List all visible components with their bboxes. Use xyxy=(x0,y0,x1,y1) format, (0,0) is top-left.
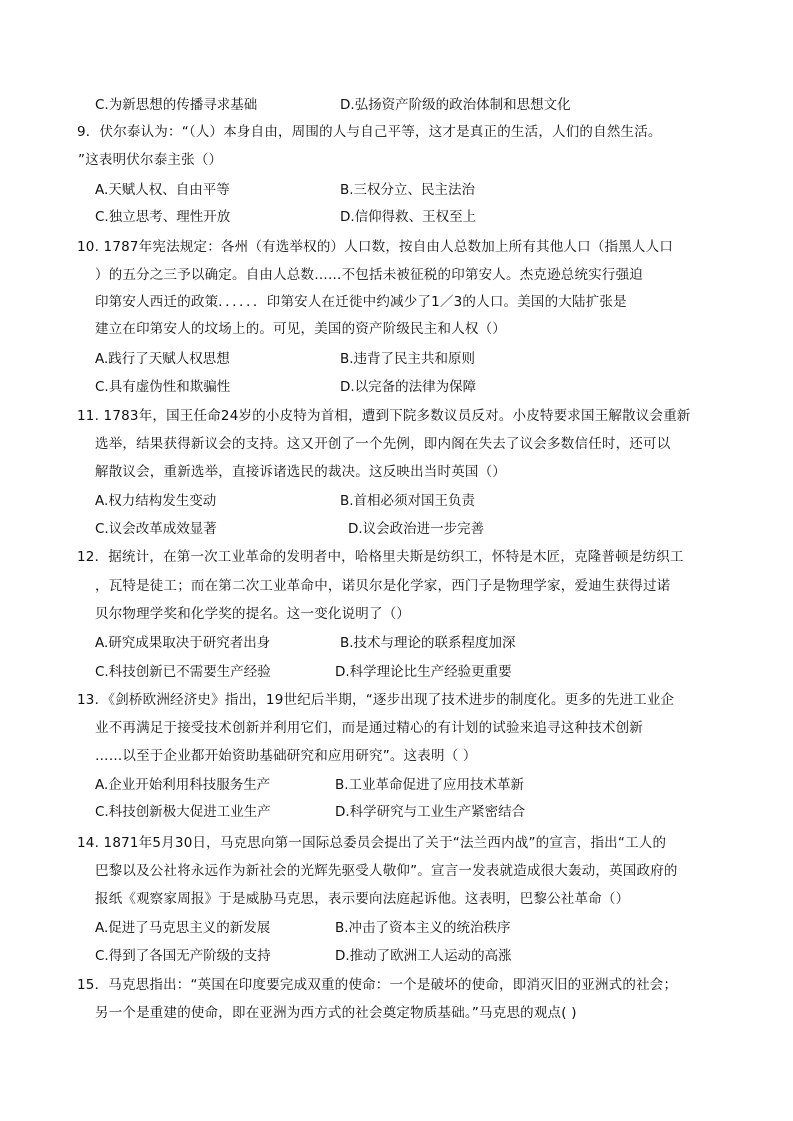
q10-option-b: B.违背了民主共和原则 xyxy=(340,351,476,367)
q11-stem-line-2: 选举，结果获得新议会的支持。这又开创了一个先例，即内阁在失去了议会多数信任时，还可以 xyxy=(95,436,671,452)
q12-option-c: C.科技创新已不需要生产经验 xyxy=(95,664,271,680)
q13-stem-line-2: 业不再满足于接受技术创新并利用它们，而是通过精心的有计划的试验来追寻这种技术创新 xyxy=(95,720,643,736)
q14-stem-line-3: 报纸《观察家周报》于是威胁马克思，表示要向法庭起诉他。这表明，巴黎公社革命（） xyxy=(95,891,630,907)
q13-stem-line-1: 13．《剑桥欧洲经济史》指出，19世纪后半期，“逐步出现了技术进步的制度化。更多的先进工业企 xyxy=(77,692,675,708)
q14-option-d: D.推动了欧洲工人运动的高涨 xyxy=(335,948,512,964)
q11-stem-line-1: 11. 1783年，国王任命24岁的小皮特为首相，遭到下院多数议员反对。小皮特要求国王解散议会重新 xyxy=(77,408,691,424)
q10-option-a: A.践行了天赋人权思想 xyxy=(95,351,230,367)
q12-option-a: A.研究成果取决于研究者出身 xyxy=(95,635,271,651)
q11-option-a: A.权力结构发生变动 xyxy=(95,493,217,509)
q9-stem-line-1: 9．伏尔泰认为：“（人）本身自由，周围的人与自己平等，这才是真正的生活，人们的自然生活。 xyxy=(77,124,662,140)
q11-option-c: C.议会改革成效显著 xyxy=(95,521,217,537)
q9-option-d: D.信仰得救、王权至上 xyxy=(340,209,477,225)
q13-option-a: A.企业开始利用科技服务生产 xyxy=(95,777,271,793)
q14-stem-line-2: 巴黎以及公社将永远作为新社会的光辉先驱受人敬仰”。宣言一发表就造成很大轰动，英国政府的 xyxy=(95,863,678,879)
q10-stem-line-3: 印第安人西迁的政策．．．．．．印第安人在迁徙中约减少了1／3的人口。美国的大陆扩张是 xyxy=(95,294,627,310)
q11-stem-line-3: 解散议会，重新选举，直接诉诸选民的裁决。这反映出当时英国（） xyxy=(95,464,506,480)
q10-stem-line-2: ）的五分之三予以确定。自由人总数……不包括未被征税的印第安人。杰克逊总统实行强迫 xyxy=(95,267,643,283)
q12-option-d: D.科学理论比生产经验更重要 xyxy=(335,664,512,680)
q10-stem-line-4: 建立在印第安人的坟场上的。可见，美国的资产阶级民主和人权（） xyxy=(95,321,506,337)
q13-option-c: C.科技创新极大促进工业生产 xyxy=(95,804,271,820)
q10-option-d: D.以完备的法律为保障 xyxy=(340,379,477,395)
q8-option-d: D.弘扬资产阶级的政治体制和思想文化 xyxy=(340,97,571,113)
q11-option-b: B.首相必须对国王负责 xyxy=(340,493,476,509)
q13-stem-line-3: ……以至于企业都开始资助基础研究和应用研究”。这表明（ ） xyxy=(95,748,477,764)
q12-stem-line-2: ，瓦特是徒工；而在第二次工业革命中，诺贝尔是化学家，西门子是物理学家，爱迪生获得过诺 xyxy=(95,578,671,594)
q15-stem-line-2: 另一个是重建的使命，即在亚洲为西方式的社会奠定物质基础。”马克思的观点( ) xyxy=(95,1005,577,1021)
q12-stem-line-1: 12．据统计，在第一次工业革命的发明者中，哈格里夫斯是纺织工，怀特是木匠，克隆普顿是纺织工 xyxy=(77,549,684,565)
q13-option-d: D.科学研究与工业生产紧密结合 xyxy=(335,804,526,820)
q10-stem-line-1: 10. 1787年宪法规定：各州（有选举权的）人口数，按自由人总数加上所有其他人口（指黑人人口 xyxy=(77,239,674,255)
q14-option-b: B.冲击了资本主义的统治秩序 xyxy=(335,920,511,936)
q14-option-c: C.得到了各国无产阶级的支持 xyxy=(95,948,271,964)
q9-option-c: C.独立思考、理性开放 xyxy=(95,209,231,225)
q13-option-b: B.工业革命促进了应用技术革新 xyxy=(335,777,525,793)
q11-option-d: D.议会政治进一步完善 xyxy=(348,521,485,537)
q14-stem-line-1: 14. 1871年5月30日，马克思向第一国际总委员会提出了关于“法兰西内战”的宣言，指出“工人的 xyxy=(77,835,667,851)
q14-option-a: A.促进了马克思主义的新发展 xyxy=(95,920,271,936)
q15-stem-line-1: 15．马克思指出：“英国在印度要完成双重的使命：一个是破坏的使命，即消灭旧的亚洲式的社会； xyxy=(77,977,678,993)
q9-option-a: A.天赋人权、自由平等 xyxy=(95,182,230,198)
q12-option-b: B.技术与理论的联系程度加深 xyxy=(340,635,516,651)
q8-option-c: C.为新思想的传播寻求基础 xyxy=(95,97,258,113)
q9-stem-line-2: ”这表明伏尔泰主张（） xyxy=(78,152,223,168)
q10-option-c: C.具有虚伪性和欺骗性 xyxy=(95,379,231,395)
q12-stem-line-3: 贝尔物理学奖和化学奖的提名。这一变化说明了（） xyxy=(95,606,411,622)
q9-option-b: B.三权分立、民主法治 xyxy=(340,182,476,198)
